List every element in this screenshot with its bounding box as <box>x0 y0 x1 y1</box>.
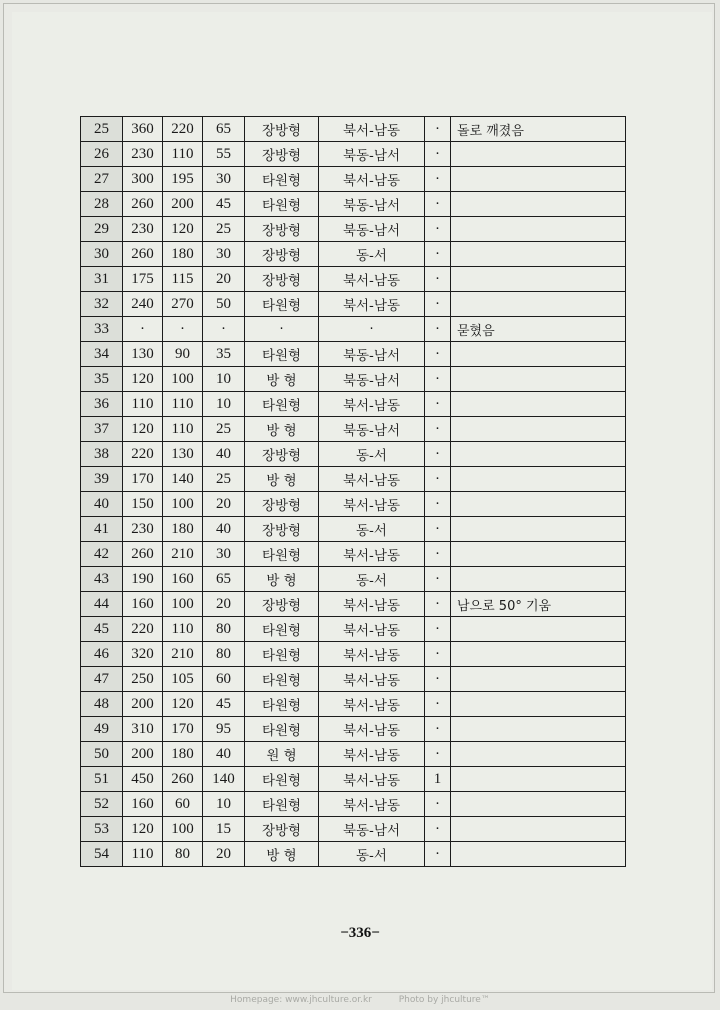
cell-length: 300 <box>123 167 163 192</box>
cell-length: 110 <box>123 842 163 867</box>
footer <box>0 995 720 1005</box>
cell-thickness: 25 <box>203 217 245 242</box>
cell-count: · <box>425 517 451 542</box>
cell-length: 220 <box>123 617 163 642</box>
cell-shape: 장방형 <box>245 817 319 842</box>
cell-note <box>451 217 626 242</box>
cell-length: 230 <box>123 517 163 542</box>
cell-thickness: 80 <box>203 617 245 642</box>
cell-count: · <box>425 817 451 842</box>
cell-length: 240 <box>123 292 163 317</box>
table-row <box>81 567 626 592</box>
table-row <box>81 142 626 167</box>
cell-count: · <box>425 692 451 717</box>
cell-note <box>451 392 626 417</box>
table-row <box>81 792 626 817</box>
cell-note <box>451 292 626 317</box>
cell-number: 50 <box>81 742 123 767</box>
cell-thickness: 30 <box>203 242 245 267</box>
cell-note <box>451 692 626 717</box>
cell-number: 40 <box>81 492 123 517</box>
cell-note <box>451 142 626 167</box>
cell-shape: 타원형 <box>245 392 319 417</box>
cell-shape: 장방형 <box>245 217 319 242</box>
cell-width: 180 <box>163 517 203 542</box>
cell-number: 54 <box>81 842 123 867</box>
cell-length: 260 <box>123 542 163 567</box>
cell-shape: 방 형 <box>245 417 319 442</box>
cell-count: · <box>425 567 451 592</box>
cell-length: 360 <box>123 117 163 142</box>
cell-direction: 북서-남동 <box>319 117 425 142</box>
cell-count: · <box>425 192 451 217</box>
cell-shape: 타원형 <box>245 617 319 642</box>
cell-thickness: 140 <box>203 767 245 792</box>
cell-length: 310 <box>123 717 163 742</box>
table-row <box>81 692 626 717</box>
cell-direction: 북서-남동 <box>319 617 425 642</box>
cell-width: · <box>163 317 203 342</box>
cell-count: · <box>425 342 451 367</box>
cell-direction: 동-서 <box>319 442 425 467</box>
cell-direction: 북서-남동 <box>319 167 425 192</box>
cell-count: · <box>425 642 451 667</box>
cell-direction: 북서-남동 <box>319 642 425 667</box>
cell-width: 115 <box>163 267 203 292</box>
table-row <box>81 667 626 692</box>
table-row <box>81 467 626 492</box>
cell-count: · <box>425 592 451 617</box>
cell-note <box>451 517 626 542</box>
cell-width: 120 <box>163 217 203 242</box>
cell-width: 100 <box>163 817 203 842</box>
cell-length: 110 <box>123 392 163 417</box>
cell-direction: 동-서 <box>319 567 425 592</box>
cell-note <box>451 267 626 292</box>
cell-direction: 북서-남동 <box>319 767 425 792</box>
table-row <box>81 392 626 417</box>
cell-note <box>451 492 626 517</box>
cell-direction: 북동-남서 <box>319 342 425 367</box>
table-row <box>81 742 626 767</box>
cell-shape: 장방형 <box>245 517 319 542</box>
cell-shape: 방 형 <box>245 842 319 867</box>
cell-length: 200 <box>123 692 163 717</box>
cell-note: 돌로 깨졌음 <box>451 117 626 142</box>
cell-direction: 북동-남서 <box>319 367 425 392</box>
table-row <box>81 342 626 367</box>
cell-number: 35 <box>81 367 123 392</box>
table-row <box>81 442 626 467</box>
cell-count: · <box>425 542 451 567</box>
cell-thickness: 60 <box>203 667 245 692</box>
cell-note <box>451 642 626 667</box>
cell-note <box>451 467 626 492</box>
cell-shape: 장방형 <box>245 592 319 617</box>
cell-number: 30 <box>81 242 123 267</box>
cell-direction: 북서-남동 <box>319 692 425 717</box>
table-row <box>81 292 626 317</box>
cell-width: 200 <box>163 192 203 217</box>
cell-thickness: 20 <box>203 267 245 292</box>
cell-note <box>451 567 626 592</box>
cell-width: 60 <box>163 792 203 817</box>
cell-count: · <box>425 392 451 417</box>
cell-length: 230 <box>123 217 163 242</box>
cell-shape: 타원형 <box>245 717 319 742</box>
cell-note <box>451 542 626 567</box>
cell-shape: 방 형 <box>245 567 319 592</box>
cell-direction: 북동-남서 <box>319 417 425 442</box>
cell-thickness: 40 <box>203 517 245 542</box>
cell-length: 320 <box>123 642 163 667</box>
cell-length: 160 <box>123 792 163 817</box>
table-body <box>81 117 626 867</box>
cell-number: 46 <box>81 642 123 667</box>
cell-number: 34 <box>81 342 123 367</box>
cell-note <box>451 817 626 842</box>
table-row <box>81 217 626 242</box>
table-row <box>81 542 626 567</box>
cell-direction: 북서-남동 <box>319 742 425 767</box>
cell-direction: 동-서 <box>319 517 425 542</box>
table-row <box>81 642 626 667</box>
cell-thickness: 10 <box>203 392 245 417</box>
cell-note <box>451 842 626 867</box>
cell-width: 270 <box>163 292 203 317</box>
cell-count: 1 <box>425 767 451 792</box>
cell-length: 160 <box>123 592 163 617</box>
cell-direction: 북서-남동 <box>319 792 425 817</box>
cell-width: 180 <box>163 242 203 267</box>
cell-number: 36 <box>81 392 123 417</box>
cell-shape: 방 형 <box>245 367 319 392</box>
cell-length: 200 <box>123 742 163 767</box>
table-row <box>81 192 626 217</box>
table-row <box>81 117 626 142</box>
cell-shape: 타원형 <box>245 667 319 692</box>
cell-length: 120 <box>123 367 163 392</box>
table-row <box>81 167 626 192</box>
cell-note <box>451 167 626 192</box>
cell-length: 120 <box>123 417 163 442</box>
table-row <box>81 842 626 867</box>
cell-count: · <box>425 742 451 767</box>
cell-shape: · <box>245 317 319 342</box>
cell-note <box>451 792 626 817</box>
cell-shape: 타원형 <box>245 642 319 667</box>
cell-width: 120 <box>163 692 203 717</box>
cell-direction: 북동-남서 <box>319 817 425 842</box>
cell-width: 180 <box>163 742 203 767</box>
cell-count: · <box>425 842 451 867</box>
cell-thickness: 30 <box>203 167 245 192</box>
cell-note <box>451 417 626 442</box>
cell-length: · <box>123 317 163 342</box>
cell-number: 42 <box>81 542 123 567</box>
cell-length: 130 <box>123 342 163 367</box>
cell-count: · <box>425 442 451 467</box>
cell-width: 100 <box>163 367 203 392</box>
cell-thickness: 30 <box>203 542 245 567</box>
cell-shape: 장방형 <box>245 492 319 517</box>
cell-width: 80 <box>163 842 203 867</box>
cell-shape: 장방형 <box>245 117 319 142</box>
cell-shape: 타원형 <box>245 292 319 317</box>
page-number: −336− <box>340 925 380 941</box>
table-row <box>81 817 626 842</box>
cell-length: 190 <box>123 567 163 592</box>
cell-number: 27 <box>81 167 123 192</box>
cell-count: · <box>425 142 451 167</box>
table-row <box>81 242 626 267</box>
cell-shape: 장방형 <box>245 442 319 467</box>
cell-note <box>451 242 626 267</box>
cell-count: · <box>425 617 451 642</box>
cell-note: 묻혔음 <box>451 317 626 342</box>
cell-shape: 타원형 <box>245 542 319 567</box>
table-row <box>81 717 626 742</box>
cell-count: · <box>425 242 451 267</box>
cell-length: 220 <box>123 442 163 467</box>
cell-thickness: 40 <box>203 742 245 767</box>
cell-direction: 동-서 <box>319 842 425 867</box>
cell-count: · <box>425 667 451 692</box>
cell-length: 120 <box>123 817 163 842</box>
cell-direction: 북서-남동 <box>319 717 425 742</box>
cell-number: 52 <box>81 792 123 817</box>
cell-number: 41 <box>81 517 123 542</box>
cell-number: 44 <box>81 592 123 617</box>
cell-shape: 장방형 <box>245 142 319 167</box>
cell-direction: 북동-남서 <box>319 217 425 242</box>
cell-count: · <box>425 417 451 442</box>
cell-shape: 타원형 <box>245 767 319 792</box>
cell-thickness: 65 <box>203 117 245 142</box>
cell-direction: 북서-남동 <box>319 542 425 567</box>
cell-thickness: 10 <box>203 367 245 392</box>
cell-count: · <box>425 367 451 392</box>
cell-width: 130 <box>163 442 203 467</box>
cell-width: 100 <box>163 492 203 517</box>
cell-note <box>451 767 626 792</box>
cell-width: 90 <box>163 342 203 367</box>
cell-thickness: 20 <box>203 592 245 617</box>
cell-thickness: 55 <box>203 142 245 167</box>
cell-number: 43 <box>81 567 123 592</box>
cell-count: · <box>425 167 451 192</box>
cell-number: 29 <box>81 217 123 242</box>
cell-length: 260 <box>123 242 163 267</box>
cell-thickness: 25 <box>203 417 245 442</box>
cell-note <box>451 342 626 367</box>
cell-thickness: 40 <box>203 442 245 467</box>
table-row <box>81 492 626 517</box>
table-row <box>81 367 626 392</box>
cell-thickness: 25 <box>203 467 245 492</box>
table-row <box>81 317 626 342</box>
cell-count: · <box>425 792 451 817</box>
cell-note <box>451 442 626 467</box>
cell-number: 39 <box>81 467 123 492</box>
cell-thickness: 65 <box>203 567 245 592</box>
cell-width: 110 <box>163 417 203 442</box>
cell-count: · <box>425 467 451 492</box>
cell-number: 51 <box>81 767 123 792</box>
cell-thickness: 95 <box>203 717 245 742</box>
cell-thickness: 80 <box>203 642 245 667</box>
cell-count: · <box>425 217 451 242</box>
cell-width: 195 <box>163 167 203 192</box>
dolmen-data-table <box>80 116 626 867</box>
cell-number: 38 <box>81 442 123 467</box>
cell-width: 210 <box>163 642 203 667</box>
cell-thickness: 50 <box>203 292 245 317</box>
cell-number: 37 <box>81 417 123 442</box>
cell-width: 260 <box>163 767 203 792</box>
cell-width: 160 <box>163 567 203 592</box>
cell-thickness: 15 <box>203 817 245 842</box>
cell-thickness: 20 <box>203 842 245 867</box>
cell-shape: 타원형 <box>245 692 319 717</box>
cell-direction: 북동-남서 <box>319 142 425 167</box>
cell-width: 140 <box>163 467 203 492</box>
cell-thickness: 45 <box>203 692 245 717</box>
footer-photo-credit: Photo by jhculture™ <box>398 995 490 1005</box>
cell-thickness: · <box>203 317 245 342</box>
cell-count: · <box>425 317 451 342</box>
table-row <box>81 417 626 442</box>
cell-shape: 타원형 <box>245 192 319 217</box>
cell-shape: 타원형 <box>245 792 319 817</box>
cell-count: · <box>425 292 451 317</box>
cell-shape: 방 형 <box>245 467 319 492</box>
cell-shape: 타원형 <box>245 167 319 192</box>
table-row <box>81 267 626 292</box>
cell-length: 450 <box>123 767 163 792</box>
cell-count: · <box>425 492 451 517</box>
cell-direction: 북서-남동 <box>319 667 425 692</box>
cell-number: 31 <box>81 267 123 292</box>
cell-width: 210 <box>163 542 203 567</box>
cell-number: 32 <box>81 292 123 317</box>
cell-number: 48 <box>81 692 123 717</box>
table-row <box>81 617 626 642</box>
cell-width: 100 <box>163 592 203 617</box>
cell-length: 170 <box>123 467 163 492</box>
cell-number: 49 <box>81 717 123 742</box>
cell-number: 45 <box>81 617 123 642</box>
cell-note <box>451 617 626 642</box>
cell-direction: 북서-남동 <box>319 267 425 292</box>
cell-shape: 장방형 <box>245 267 319 292</box>
footer-homepage: Homepage: www.jhculture.or.kr <box>230 995 372 1005</box>
cell-shape: 타원형 <box>245 342 319 367</box>
cell-number: 53 <box>81 817 123 842</box>
cell-width: 105 <box>163 667 203 692</box>
cell-count: · <box>425 717 451 742</box>
cell-width: 110 <box>163 142 203 167</box>
cell-direction: 북서-남동 <box>319 392 425 417</box>
cell-width: 110 <box>163 392 203 417</box>
cell-thickness: 10 <box>203 792 245 817</box>
cell-direction: 북서-남동 <box>319 292 425 317</box>
cell-direction: 북서-남동 <box>319 467 425 492</box>
table-row <box>81 767 626 792</box>
cell-length: 230 <box>123 142 163 167</box>
cell-length: 250 <box>123 667 163 692</box>
cell-width: 110 <box>163 617 203 642</box>
cell-number: 25 <box>81 117 123 142</box>
cell-direction: · <box>319 317 425 342</box>
cell-direction: 북서-남동 <box>319 492 425 517</box>
cell-length: 260 <box>123 192 163 217</box>
cell-thickness: 45 <box>203 192 245 217</box>
cell-thickness: 20 <box>203 492 245 517</box>
cell-note: 남으로 50° 기움 <box>451 592 626 617</box>
cell-direction: 북서-남동 <box>319 592 425 617</box>
cell-width: 170 <box>163 717 203 742</box>
cell-note <box>451 742 626 767</box>
cell-length: 175 <box>123 267 163 292</box>
cell-number: 26 <box>81 142 123 167</box>
cell-note <box>451 667 626 692</box>
cell-number: 47 <box>81 667 123 692</box>
cell-number: 28 <box>81 192 123 217</box>
cell-thickness: 35 <box>203 342 245 367</box>
cell-note <box>451 717 626 742</box>
cell-direction: 북동-남서 <box>319 192 425 217</box>
cell-count: · <box>425 117 451 142</box>
table-row <box>81 517 626 542</box>
cell-direction: 동-서 <box>319 242 425 267</box>
table-row <box>81 592 626 617</box>
cell-shape: 장방형 <box>245 242 319 267</box>
cell-width: 220 <box>163 117 203 142</box>
cell-shape: 원 형 <box>245 742 319 767</box>
cell-note <box>451 192 626 217</box>
cell-note <box>451 367 626 392</box>
cell-length: 150 <box>123 492 163 517</box>
cell-number: 33 <box>81 317 123 342</box>
cell-count: · <box>425 267 451 292</box>
